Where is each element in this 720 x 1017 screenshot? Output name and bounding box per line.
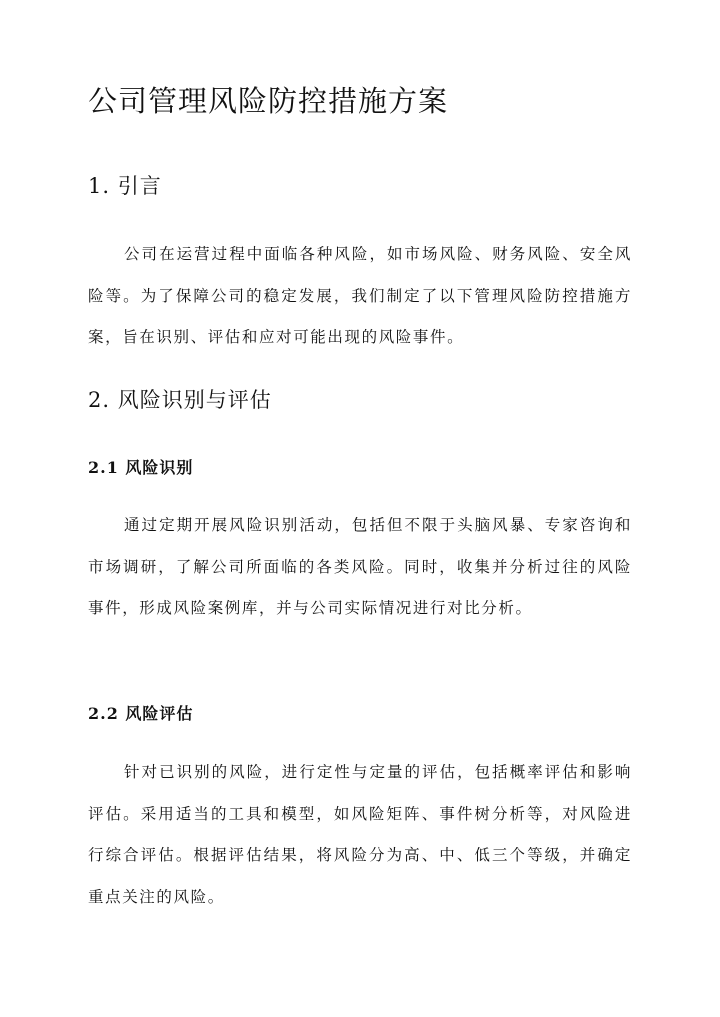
introduction-paragraph: 公司在运营过程中面临各种风险，如市场风险、财务风险、安全风险等。为了保障公司的稳定发展，我们制定了以下管理风险防控措施方案，旨在识别、评估和应对可能出现的风险事件。 [88, 245, 632, 346]
section-heading-risk-identification-assessment: 2. 风险识别与评估 [88, 388, 272, 412]
subsection-heading-risk-assessment: 2.2 风险评估 [88, 704, 194, 723]
risk-identification-paragraph: 通过定期开展风险识别活动，包括但不限于头脑风暴、专家咨询和市场调研，了解公司所面临的各类风险。同时，收集并分析过往的风险事件，形成风险案例库，并与公司实际情况进行对比分析。 [88, 516, 632, 617]
document-title: 公司管理风险防控措施方案 [88, 84, 449, 118]
section-heading-introduction: 1. 引言 [88, 174, 162, 198]
subsection-heading-risk-identification: 2.1 风险识别 [88, 458, 194, 477]
risk-assessment-paragraph: 针对已识别的风险，进行定性与定量的评估，包括概率评估和影响评估。采用适当的工具和模型，如风险矩阵、事件树分析等，对风险进行综合评估。根据评估结果，将风险分为高、中、低三个等级，并确定重点关注的风险。 [88, 763, 632, 906]
